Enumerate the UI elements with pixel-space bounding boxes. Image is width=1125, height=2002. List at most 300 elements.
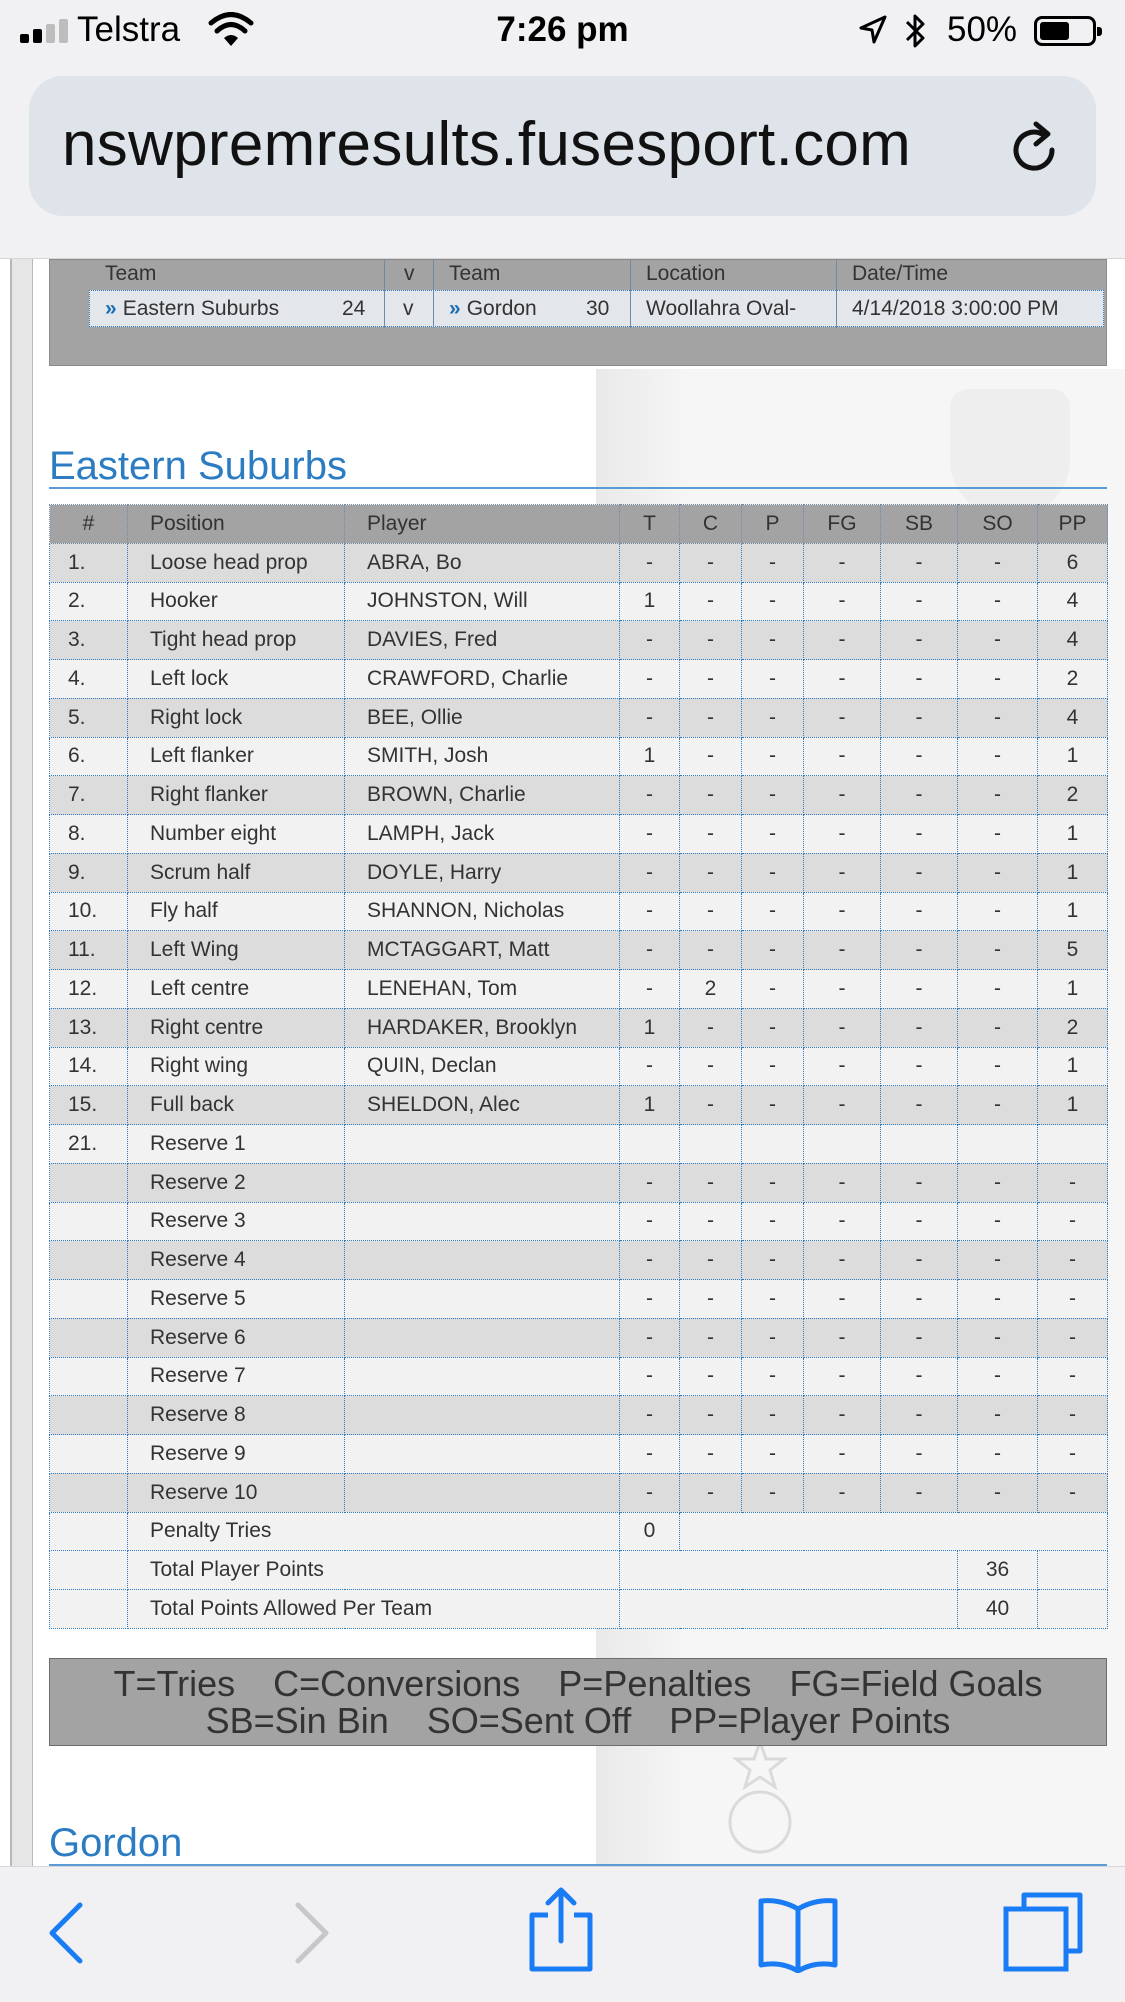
stat-sin-bin: -: [881, 582, 958, 621]
player-name: CRAWFORD, Charlie: [345, 660, 620, 699]
stat-penalties: -: [742, 660, 804, 699]
penalty-tries-row: [50, 1512, 1108, 1551]
player-position: Reserve 2: [128, 1163, 345, 1202]
browser-address-area: [0, 62, 1125, 259]
next-team-section-title: Gordon: [49, 1821, 183, 1865]
table-row: [50, 1435, 1108, 1474]
col-header: C: [680, 505, 742, 544]
player-name: [345, 1280, 620, 1319]
player-name: [345, 1125, 620, 1164]
player-number: 5.: [50, 698, 128, 737]
header-datetime: Date/Time: [852, 262, 949, 285]
player-number: 3.: [50, 621, 128, 660]
stat-field-goals: -: [804, 1396, 881, 1435]
empty-cell: [620, 1590, 958, 1629]
stat-sin-bin: -: [881, 1435, 958, 1474]
away-score: 30: [586, 297, 610, 320]
stat-player-points: -: [1038, 1396, 1108, 1435]
away-team-name: Gordon: [466, 297, 537, 320]
sru-logo-watermark: [700, 1737, 820, 1866]
empty-cell: [1038, 1590, 1108, 1629]
player-position: Reserve 1: [128, 1125, 345, 1164]
stat-penalties: -: [742, 931, 804, 970]
stat-penalties: -: [742, 1318, 804, 1357]
player-name: [345, 1473, 620, 1512]
player-number: [50, 1280, 128, 1319]
stat-field-goals: -: [804, 660, 881, 699]
player-position: Reserve 6: [128, 1318, 345, 1357]
stat-player-points: 1: [1038, 853, 1108, 892]
table-row: [50, 1008, 1108, 1047]
stat-penalties: -: [742, 1047, 804, 1086]
player-number: 8.: [50, 815, 128, 854]
stat-conversions: -: [680, 853, 742, 892]
stat-field-goals: -: [804, 853, 881, 892]
bookmarks-icon[interactable]: [753, 1893, 843, 1973]
stat-conversions: -: [680, 1008, 742, 1047]
player-position: Right wing: [128, 1047, 345, 1086]
stat-penalties: -: [742, 621, 804, 660]
match-summary-table: [49, 259, 1107, 366]
player-number: 9.: [50, 853, 128, 892]
stat-penalties: -: [742, 892, 804, 931]
stat-player-points: [1038, 1125, 1108, 1164]
stat-tries: -: [620, 1473, 680, 1512]
match-location: Woollahra Oval-: [646, 297, 797, 320]
stat-field-goals: [804, 1125, 881, 1164]
player-name: SHANNON, Nicholas: [345, 892, 620, 931]
stat-penalties: -: [742, 1435, 804, 1474]
empty-cell: [50, 1512, 128, 1551]
empty-cell: [1038, 1551, 1108, 1590]
player-position: Left centre: [128, 970, 345, 1009]
table-row: [50, 931, 1108, 970]
stat-conversions: -: [680, 582, 742, 621]
table-row: [50, 1357, 1108, 1396]
stat-sin-bin: -: [881, 660, 958, 699]
stat-sin-bin: -: [881, 543, 958, 582]
stat-penalties: -: [742, 1241, 804, 1280]
stat-penalties: -: [742, 1008, 804, 1047]
stat-player-points: 1: [1038, 815, 1108, 854]
player-name: DOYLE, Harry: [345, 853, 620, 892]
stat-field-goals: -: [804, 1202, 881, 1241]
stat-sent-off: [958, 1125, 1038, 1164]
total-allowed-row: [50, 1590, 1108, 1629]
match-datetime: 4/14/2018 3:00:00 PM: [852, 297, 1059, 320]
player-number: 13.: [50, 1008, 128, 1047]
stat-player-points: -: [1038, 1280, 1108, 1319]
stat-conversions: -: [680, 1241, 742, 1280]
col-header: Position: [128, 505, 345, 544]
player-number: [50, 1435, 128, 1474]
player-name: QUIN, Declan: [345, 1047, 620, 1086]
stat-conversions: -: [680, 1086, 742, 1125]
player-name: [345, 1357, 620, 1396]
player-stats-table: [49, 504, 1108, 1629]
browser-toolbar: [0, 1866, 1125, 2002]
stat-tries: -: [620, 698, 680, 737]
stat-tries: -: [620, 1435, 680, 1474]
stat-tries: -: [620, 931, 680, 970]
col-header: T: [620, 505, 680, 544]
stat-penalties: -: [742, 970, 804, 1009]
stat-penalties: -: [742, 815, 804, 854]
legend-item: SB=Sin Bin: [205, 1700, 389, 1741]
stat-sent-off: -: [958, 1241, 1038, 1280]
stat-field-goals: -: [804, 1280, 881, 1319]
stat-tries: 1: [620, 1086, 680, 1125]
player-number: 11.: [50, 931, 128, 970]
stat-field-goals: -: [804, 1008, 881, 1047]
home-score: 24: [342, 297, 366, 320]
player-number: 12.: [50, 970, 128, 1009]
stat-sin-bin: -: [881, 1357, 958, 1396]
stat-player-points: -: [1038, 1357, 1108, 1396]
player-number: 15.: [50, 1086, 128, 1125]
table-row: [50, 1396, 1108, 1435]
table-row: [50, 1473, 1108, 1512]
player-position: Right lock: [128, 698, 345, 737]
stat-player-points: 5: [1038, 931, 1108, 970]
player-position: Reserve 9: [128, 1435, 345, 1474]
player-position: Fly half: [128, 892, 345, 931]
stat-sin-bin: -: [881, 1047, 958, 1086]
stat-tries: 1: [620, 737, 680, 776]
stat-tries: -: [620, 1357, 680, 1396]
stat-conversions: -: [680, 931, 742, 970]
stat-penalties: [742, 1125, 804, 1164]
stat-penalties: -: [742, 776, 804, 815]
stat-conversions: -: [680, 892, 742, 931]
stat-field-goals: -: [804, 698, 881, 737]
player-position: Reserve 4: [128, 1241, 345, 1280]
page-left-border: [10, 259, 33, 1866]
stat-penalties: -: [742, 698, 804, 737]
stat-tries: -: [620, 776, 680, 815]
table-row: [50, 1318, 1108, 1357]
stat-field-goals: -: [804, 1047, 881, 1086]
stats-legend: [49, 1658, 1107, 1746]
total-player-points-row: [50, 1551, 1108, 1590]
player-position: Tight head prop: [128, 621, 345, 660]
stat-field-goals: -: [804, 892, 881, 931]
empty-cell: [50, 1551, 128, 1590]
stat-tries: -: [620, 1318, 680, 1357]
stat-conversions: -: [680, 660, 742, 699]
home-team-name: Eastern Suburbs: [122, 297, 280, 320]
player-rows: [50, 543, 1108, 1512]
stat-sent-off: -: [958, 931, 1038, 970]
stat-sin-bin: -: [881, 892, 958, 931]
stat-field-goals: -: [804, 776, 881, 815]
stat-sin-bin: -: [881, 1241, 958, 1280]
stat-conversions: -: [680, 776, 742, 815]
player-position: Reserve 3: [128, 1202, 345, 1241]
player-number: [50, 1318, 128, 1357]
stat-sent-off: -: [958, 1008, 1038, 1047]
stat-sent-off: -: [958, 1473, 1038, 1512]
player-number: 2.: [50, 582, 128, 621]
player-number: [50, 1396, 128, 1435]
stat-conversions: -: [680, 1280, 742, 1319]
player-name: [345, 1318, 620, 1357]
stat-tries: 1: [620, 582, 680, 621]
stat-field-goals: -: [804, 1163, 881, 1202]
stat-sent-off: -: [958, 970, 1038, 1009]
stat-tries: -: [620, 815, 680, 854]
stat-tries: -: [620, 853, 680, 892]
stat-conversions: -: [680, 621, 742, 660]
header-location: Location: [646, 262, 726, 285]
player-position: Number eight: [128, 815, 345, 854]
stat-conversions: -: [680, 1047, 742, 1086]
stat-sin-bin: -: [881, 698, 958, 737]
stat-tries: -: [620, 1163, 680, 1202]
stat-sent-off: -: [958, 815, 1038, 854]
player-number: [50, 1202, 128, 1241]
stat-field-goals: -: [804, 737, 881, 776]
col-header: P: [742, 505, 804, 544]
stat-conversions: -: [680, 1163, 742, 1202]
player-name: SHELDON, Alec: [345, 1086, 620, 1125]
stat-sin-bin: -: [881, 1318, 958, 1357]
stat-conversions: -: [680, 1473, 742, 1512]
stat-player-points: -: [1038, 1163, 1108, 1202]
player-position: Reserve 5: [128, 1280, 345, 1319]
forward-icon[interactable]: [264, 1893, 354, 1973]
table-row: [50, 1241, 1108, 1280]
table-row: [50, 853, 1108, 892]
stat-sent-off: -: [958, 543, 1038, 582]
player-number: [50, 1163, 128, 1202]
player-position: Reserve 10: [128, 1473, 345, 1512]
player-name: [345, 1396, 620, 1435]
stat-sent-off: -: [958, 1202, 1038, 1241]
stat-sent-off: -: [958, 621, 1038, 660]
legend-item: P=Penalties: [558, 1663, 752, 1704]
stat-tries: -: [620, 970, 680, 1009]
stat-field-goals: -: [804, 582, 881, 621]
table-row: [50, 892, 1108, 931]
penalty-tries-value: 0: [620, 1512, 680, 1551]
stat-penalties: -: [742, 1202, 804, 1241]
stat-tries: -: [620, 1202, 680, 1241]
table-row: [50, 970, 1108, 1009]
stat-sent-off: -: [958, 1280, 1038, 1319]
stat-player-points: 6: [1038, 543, 1108, 582]
stat-sin-bin: -: [881, 1163, 958, 1202]
sponsor-shield-watermark: [950, 389, 1070, 519]
stat-field-goals: -: [804, 1241, 881, 1280]
stat-sent-off: -: [958, 698, 1038, 737]
legend-item: T=Tries: [113, 1663, 236, 1704]
away-team-link[interactable]: » Gordon: [449, 297, 537, 320]
stat-penalties: -: [742, 1357, 804, 1396]
total-player-points-label: Total Player Points: [128, 1551, 620, 1590]
stat-conversions: -: [680, 1202, 742, 1241]
stat-conversions: -: [680, 1357, 742, 1396]
stat-tries: -: [620, 1280, 680, 1319]
legend-item: SO=Sent Off: [426, 1700, 632, 1741]
table-row: [50, 776, 1108, 815]
legend-item: C=Conversions: [273, 1663, 521, 1704]
stat-tries: -: [620, 543, 680, 582]
table-row: [50, 1125, 1108, 1164]
stat-sin-bin: -: [881, 931, 958, 970]
address-bar[interactable]: [29, 76, 1096, 216]
stat-penalties: -: [742, 582, 804, 621]
page-content[interactable]: [0, 259, 1125, 1866]
stat-field-goals: -: [804, 1318, 881, 1357]
table-row: [50, 1163, 1108, 1202]
table-row: [50, 1086, 1108, 1125]
player-number: 21.: [50, 1125, 128, 1164]
stat-player-points: 1: [1038, 737, 1108, 776]
table-header-row: [50, 505, 1108, 544]
player-position: Hooker: [128, 582, 345, 621]
stat-player-points: 1: [1038, 970, 1108, 1009]
player-position: Left Wing: [128, 931, 345, 970]
stat-tries: -: [620, 1241, 680, 1280]
penalty-tries-label: Penalty Tries: [128, 1512, 620, 1551]
player-name: [345, 1202, 620, 1241]
stat-penalties: -: [742, 1473, 804, 1512]
totals-rows: [50, 1512, 1108, 1628]
player-number: 6.: [50, 737, 128, 776]
stat-sin-bin: -: [881, 815, 958, 854]
stat-player-points: 1: [1038, 1086, 1108, 1125]
table-row: [50, 1202, 1108, 1241]
battery-percent: 50%: [947, 10, 1018, 49]
stat-sin-bin: -: [881, 1280, 958, 1319]
team-section-title: Eastern Suburbs: [49, 444, 347, 488]
table-row: [50, 543, 1108, 582]
player-position: Left flanker: [128, 737, 345, 776]
stat-field-goals: -: [804, 543, 881, 582]
stat-conversions: 2: [680, 970, 742, 1009]
col-header: PP: [1038, 505, 1108, 544]
player-name: HARDAKER, Brooklyn: [345, 1008, 620, 1047]
total-player-points-value: 36: [958, 1551, 1038, 1590]
stat-player-points: -: [1038, 1318, 1108, 1357]
player-name: SMITH, Josh: [345, 737, 620, 776]
stat-player-points: 4: [1038, 698, 1108, 737]
stat-sent-off: -: [958, 1086, 1038, 1125]
stat-penalties: -: [742, 1396, 804, 1435]
stat-field-goals: -: [804, 1435, 881, 1474]
stat-penalties: -: [742, 1086, 804, 1125]
stat-player-points: -: [1038, 1435, 1108, 1474]
stat-player-points: 4: [1038, 582, 1108, 621]
stat-player-points: 2: [1038, 776, 1108, 815]
player-position: Full back: [128, 1086, 345, 1125]
player-name: [345, 1435, 620, 1474]
player-name: [345, 1241, 620, 1280]
stat-sent-off: -: [958, 660, 1038, 699]
stat-field-goals: -: [804, 1473, 881, 1512]
home-team-link[interactable]: » Eastern Suburbs: [105, 297, 280, 320]
stat-player-points: 2: [1038, 1008, 1108, 1047]
player-position: Scrum half: [128, 853, 345, 892]
section-divider: [49, 487, 1107, 489]
stat-sin-bin: -: [881, 970, 958, 1009]
stat-sent-off: -: [958, 1435, 1038, 1474]
player-position: Reserve 7: [128, 1357, 345, 1396]
battery-icon: [1034, 16, 1096, 46]
table-row: [50, 582, 1108, 621]
reload-icon[interactable]: [1008, 116, 1064, 176]
url-text[interactable]: nswpremresults.fusesport.com: [62, 110, 912, 179]
stat-conversions: -: [680, 1396, 742, 1435]
stat-sin-bin: -: [881, 621, 958, 660]
stat-conversions: -: [680, 698, 742, 737]
stat-tries: -: [620, 1396, 680, 1435]
stat-penalties: -: [742, 543, 804, 582]
player-name: ABRA, Bo: [345, 543, 620, 582]
stat-player-points: -: [1038, 1202, 1108, 1241]
share-icon[interactable]: [516, 1885, 606, 1975]
stat-tries: -: [620, 1047, 680, 1086]
stat-field-goals: -: [804, 815, 881, 854]
stat-sent-off: -: [958, 892, 1038, 931]
stat-sent-off: -: [958, 776, 1038, 815]
col-header: #: [50, 505, 128, 544]
col-header: SO: [958, 505, 1038, 544]
header-team: Team: [105, 262, 157, 285]
player-position: Left lock: [128, 660, 345, 699]
back-icon[interactable]: [24, 1893, 114, 1973]
player-name: LAMPH, Jack: [345, 815, 620, 854]
status-time: 7:26 pm: [496, 10, 629, 49]
stat-conversions: -: [680, 1435, 742, 1474]
stat-tries: 1: [620, 1008, 680, 1047]
stat-player-points: 1: [1038, 892, 1108, 931]
stat-sin-bin: -: [881, 776, 958, 815]
stat-sent-off: -: [958, 737, 1038, 776]
location-arrow-icon: [858, 14, 888, 46]
bluetooth-icon: [902, 12, 930, 50]
player-number: 1.: [50, 543, 128, 582]
stat-field-goals: -: [804, 621, 881, 660]
player-number: 14.: [50, 1047, 128, 1086]
table-row: [50, 737, 1108, 776]
col-header: Player: [345, 505, 620, 544]
header-team-2: Team: [449, 262, 501, 285]
stat-player-points: -: [1038, 1473, 1108, 1512]
stat-penalties: -: [742, 737, 804, 776]
empty-cell: [620, 1551, 958, 1590]
col-header: SB: [881, 505, 958, 544]
player-name: LENEHAN, Tom: [345, 970, 620, 1009]
carrier-name: Telstra: [77, 10, 181, 49]
empty-cell: [680, 1512, 1108, 1551]
stat-sent-off: -: [958, 853, 1038, 892]
tabs-icon[interactable]: [998, 1887, 1088, 1977]
stat-sent-off: -: [958, 1318, 1038, 1357]
stat-player-points: 2: [1038, 660, 1108, 699]
total-allowed-label: Total Points Allowed Per Team: [128, 1590, 620, 1629]
stat-sin-bin: -: [881, 737, 958, 776]
player-name: BROWN, Charlie: [345, 776, 620, 815]
stat-player-points: 4: [1038, 621, 1108, 660]
table-row: [50, 660, 1108, 699]
player-position: Right flanker: [128, 776, 345, 815]
stat-player-points: -: [1038, 1241, 1108, 1280]
legend-line-1: [50, 1665, 1106, 1702]
stat-sin-bin: -: [881, 1473, 958, 1512]
stat-sin-bin: -: [881, 1086, 958, 1125]
